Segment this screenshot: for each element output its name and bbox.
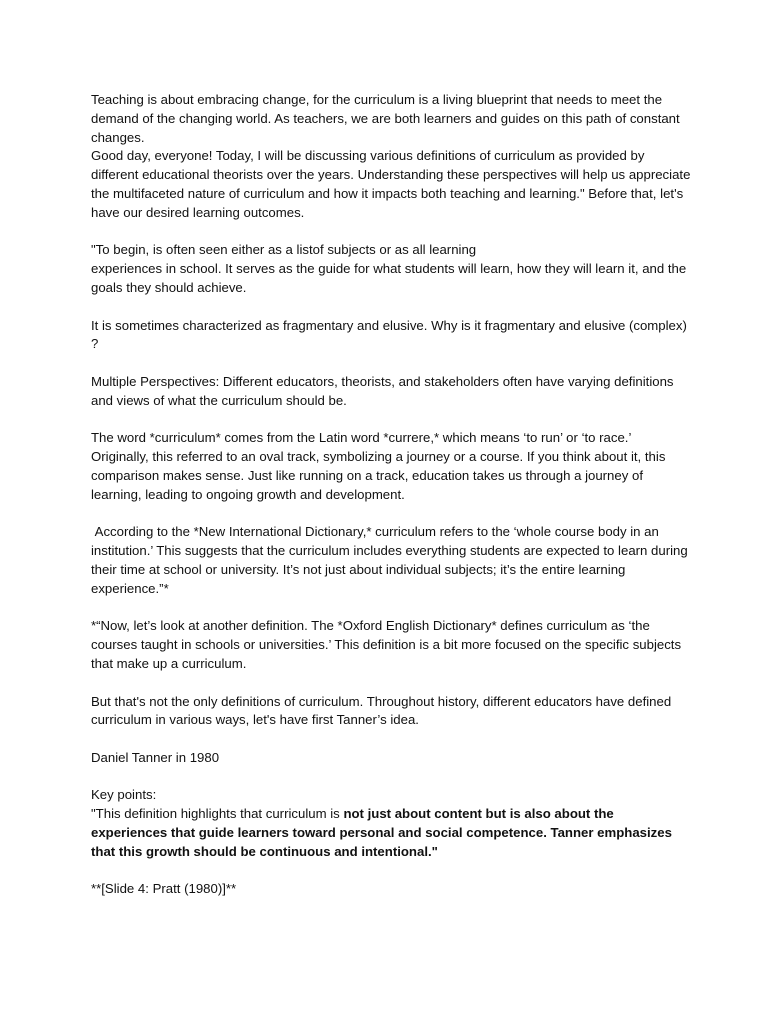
key-points-bold-text: not just about content but is also about the experiences that guide learners toward personal and social competence. Tanner emphasizes that this growth should be continuous and intentional." <box>91 806 672 859</box>
new-international-dictionary-paragraph: According to the *New International Dictionary,* curriculum refers to the ‘whole course body in an institution.’ This suggests that the curriculum includes everything students are expected to learn during their time at school or university. It’s not just about individual subjects; it’s the entire learning experience.”* <box>91 524 692 596</box>
document-page <box>91 91 691 918</box>
key-points-paragraph <box>91 805 691 861</box>
intro-paragraph: Teaching is about embracing change, for the curriculum is a living blueprint that needs to meet the demand of the changing world. As teachers, we are both learners and guides on this path of constant changes. <box>91 92 680 145</box>
oxford-paragraph: *“Now, let’s look at another definition. The *Oxford English Dictionary* defines curriculum as ‘the courses taught in schools or universities.’ This definition is a bit more focused on the specific subjects that make up a curriculum. <box>91 618 682 671</box>
greeting-paragraph: Good day, everyone! Today, I will be discussing various definitions of curriculum as provided by different educational theorists over the years. Understanding these perspectives will help us appreciate the multifaceted nature of curriculum and how it impacts both teaching and learning." Before that, let's have our desired learning outcomes. <box>91 148 691 220</box>
begin-paragraph-line-2: experiences in school. It serves as the guide for what students will learn, how they will learn it, and the goals they should achieve. <box>91 261 687 295</box>
fragmentary-paragraph: It is sometimes characterized as fragmentary and elusive. Why is it fragmentary and elusive (complex) ? <box>91 317 687 352</box>
multiple-perspectives-paragraph: Multiple Perspectives: Different educators, theorists, and stakeholders often have varying definitions and views of what the curriculum should be. <box>91 373 674 408</box>
tanner-heading: Daniel Tanner in 1980 <box>91 749 220 765</box>
etymology-paragraph: The word *curriculum* comes from the Latin word *currere,* which means ‘to run’ or ‘to race.’ Originally, this referred to an oval track, symbolizing a journey or a course. If you think about it, this comparison makes sense. Just like running on a track, education takes us through a journey of learning, leading to ongoing growth and development. <box>91 430 666 502</box>
begin-paragraph-line-1: "To begin, is often seen either as a listof subjects or as all learning <box>91 242 477 258</box>
key-points-label: Key points: <box>91 787 157 803</box>
begin-paragraph <box>91 241 691 297</box>
slide-heading: **[Slide 4: Pratt (1980)]** <box>91 881 237 897</box>
key-points-normal-text: "This definition highlights that curriculum is <box>91 806 344 822</box>
history-paragraph: But that's not the only definitions of curriculum. Throughout history, different educators have defined curriculum in various ways, let's have first Tanner’s idea. <box>91 693 672 728</box>
